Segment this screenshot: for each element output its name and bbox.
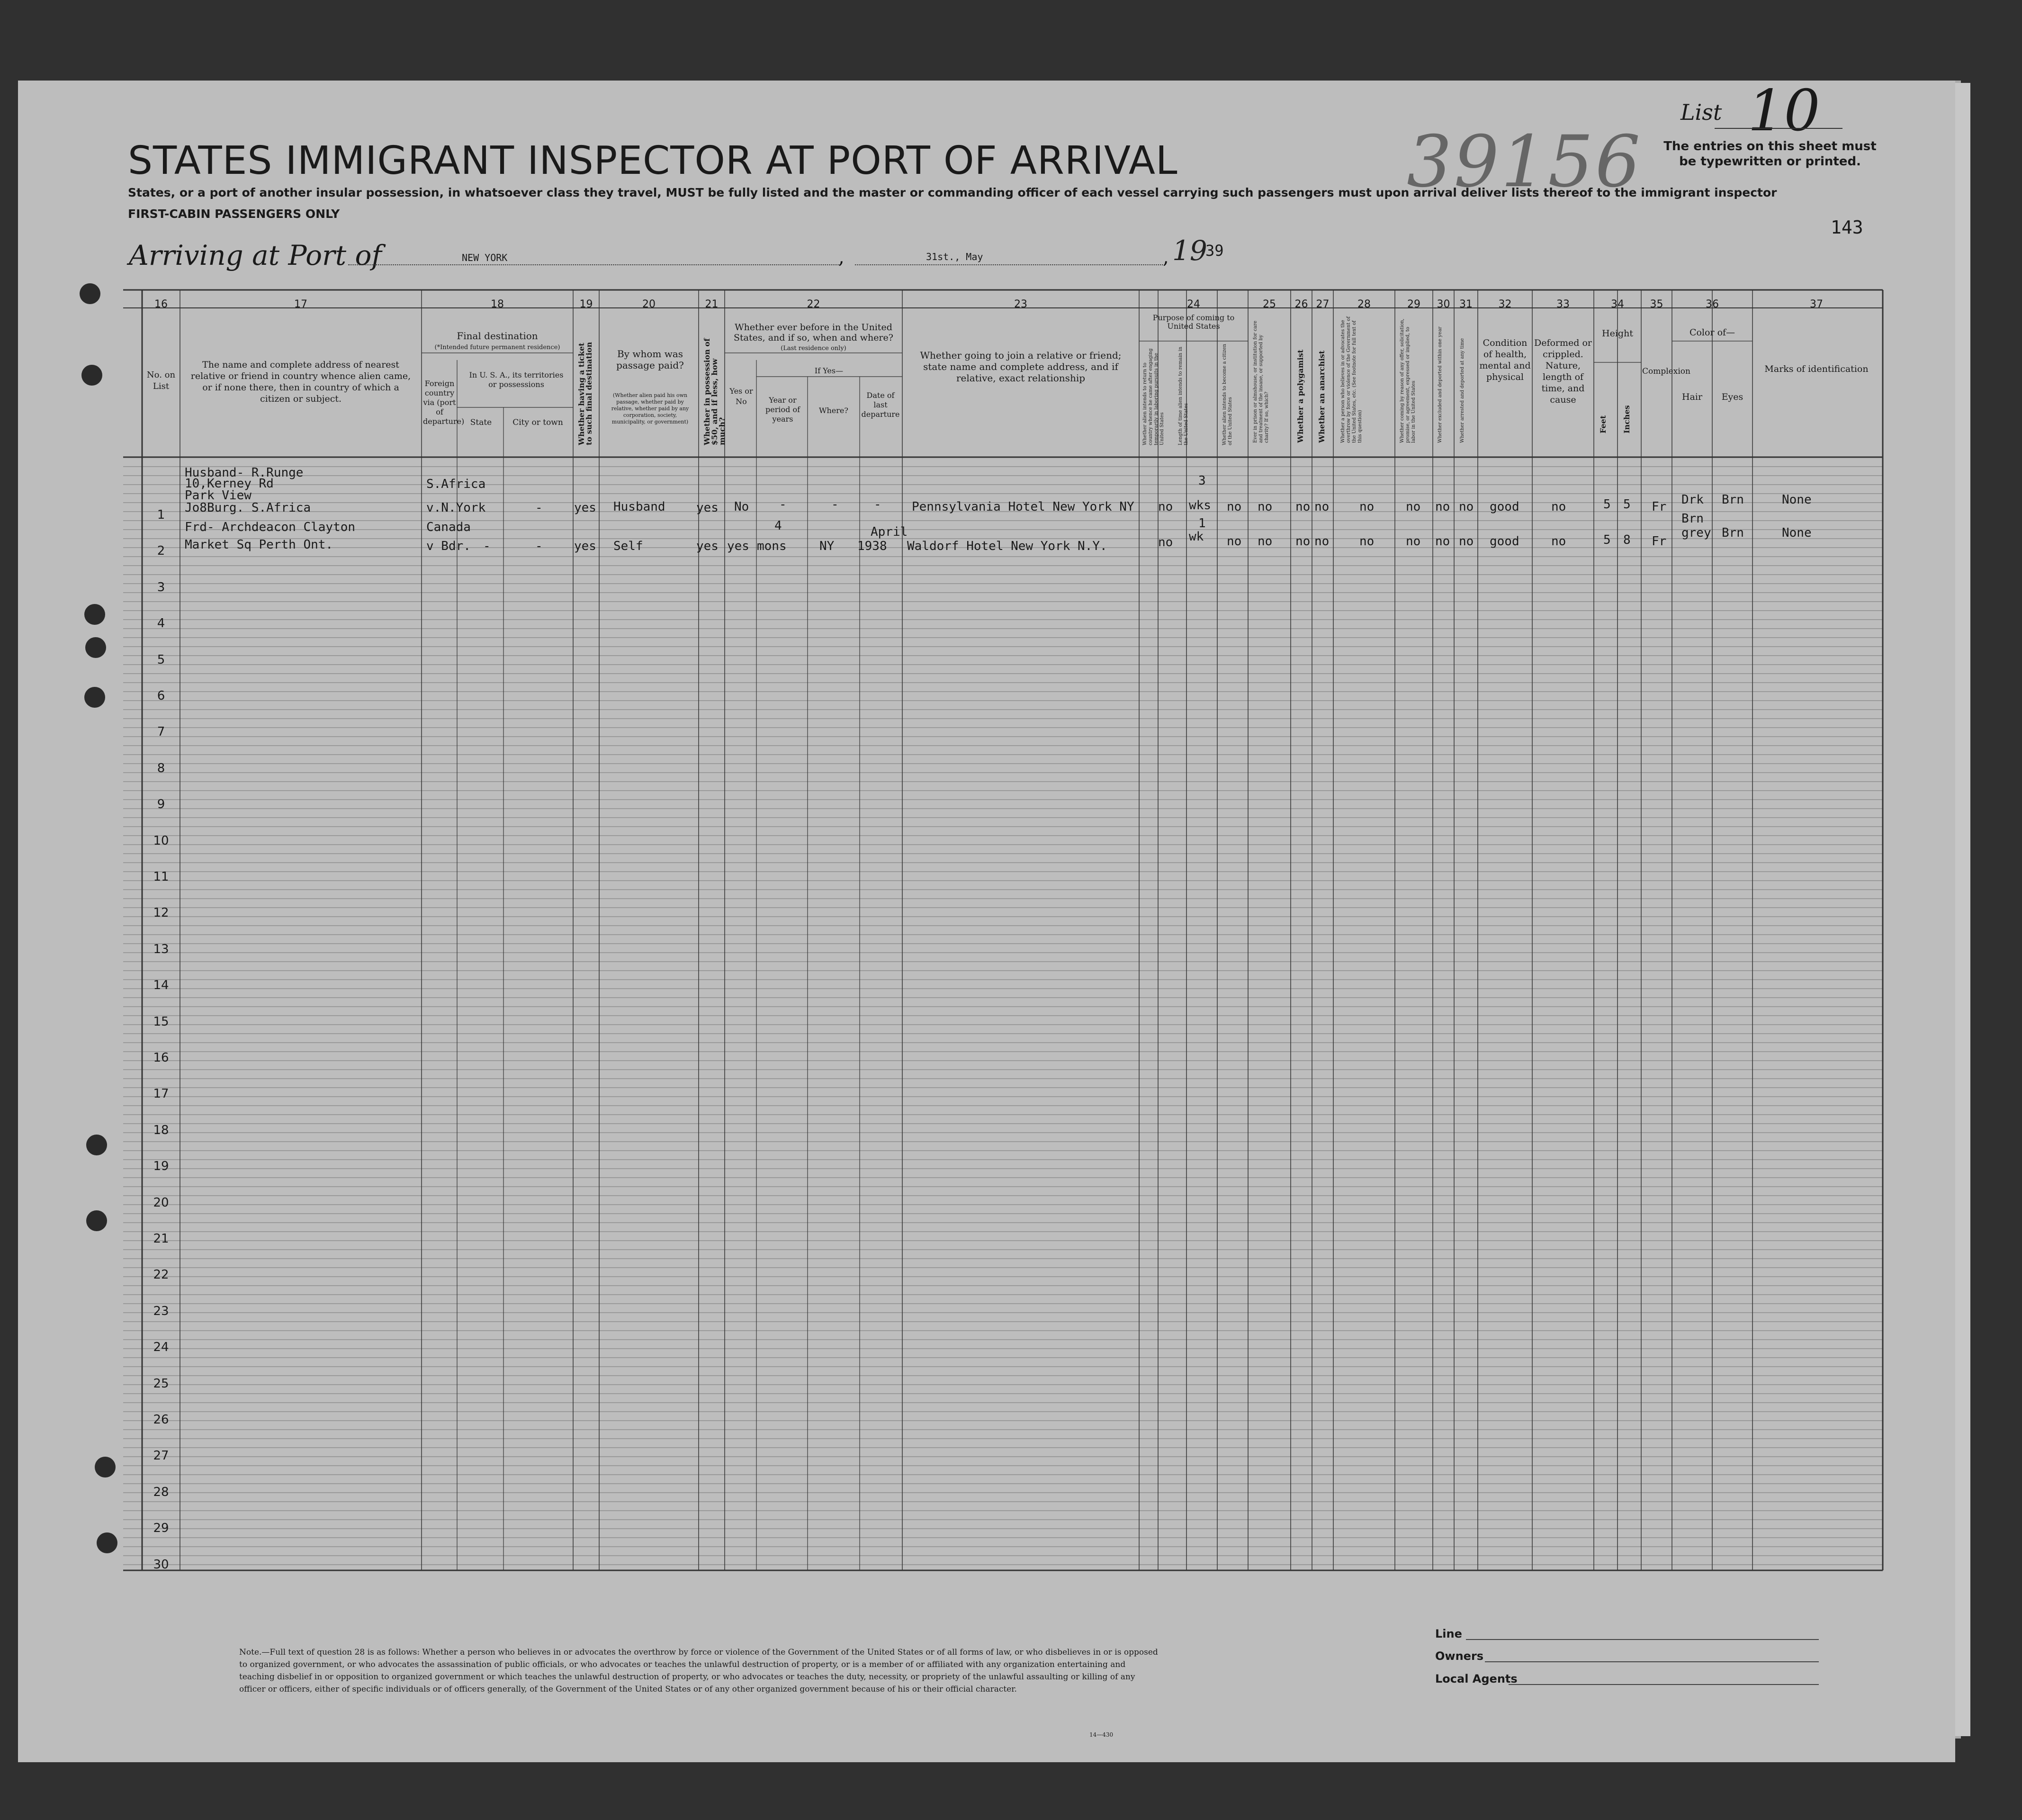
row-number: 3: [157, 580, 165, 595]
form-id: 14—430: [1089, 1731, 1114, 1738]
row-number: 21: [153, 1232, 169, 1246]
row2-last-departure: 1938: [857, 539, 887, 553]
row-number: 19: [153, 1159, 169, 1174]
row-number: 16: [153, 1051, 169, 1065]
header-eyes: Eyes: [1721, 392, 1743, 402]
header-q30: Whether excluded and deported within one year: [1438, 326, 1443, 443]
passenger-class: FIRST-CABIN PASSENGERS ONLY: [128, 207, 340, 221]
header-q31: Whether arrested and deported at any time: [1460, 338, 1465, 443]
header-where: Where?: [819, 406, 848, 415]
col-number: 19: [579, 298, 593, 310]
row1-where: -: [831, 497, 839, 512]
header-last-residence: (Last residence only): [781, 345, 846, 352]
row1-complexion: Fr: [1652, 500, 1667, 514]
col-number: 31: [1459, 298, 1473, 310]
row-number: 13: [153, 942, 169, 956]
row2-q29: no: [1406, 534, 1421, 549]
row2-years-top: 4: [774, 519, 782, 533]
row2-hair: grey: [1681, 526, 1711, 540]
col-number: 24: [1187, 298, 1200, 310]
line-field: [1466, 1639, 1819, 1640]
row-number: 7: [157, 725, 165, 739]
col-number: 36: [1706, 298, 1719, 310]
header-yes-or-no: Yes or No: [729, 387, 753, 406]
row2-length-top: 1: [1198, 516, 1206, 531]
header-if-yes: If Yes—: [814, 366, 844, 375]
row1-join: Pennsylvania Hotel New York NY: [912, 500, 1134, 514]
col-number: 27: [1316, 298, 1330, 310]
row2-deformed: no: [1551, 534, 1566, 549]
row1-q29: no: [1406, 500, 1421, 514]
row1-marks: None: [1782, 493, 1812, 507]
row1-ever-before: No: [734, 500, 749, 514]
row1-relative-line4: Jo8Burg. S.Africa: [185, 501, 311, 515]
row1-citizen: no: [1227, 500, 1242, 514]
col-number: 17: [294, 298, 307, 310]
row-number: 26: [153, 1413, 169, 1427]
row1-q31: no: [1459, 500, 1474, 514]
row1-possession: yes: [696, 501, 719, 515]
list-number: 10: [1748, 78, 1820, 144]
row1-anarchist: no: [1314, 500, 1330, 514]
form-title: STATES IMMIGRANT INSPECTOR AT PORT OF ARRIVAL: [128, 138, 1178, 183]
row2-inches: 8: [1623, 533, 1631, 547]
header-purpose-length: Length of time alien intends to remain in the United States: [1178, 346, 1189, 445]
header-join-relative: Whether going to join a relative or friend; state name and complete address, and if relative, exact relationship: [920, 350, 1122, 384]
header-marks: Marks of identification: [1764, 364, 1869, 374]
header-nearest-relative: The name and complete address of nearest relative or friend in country whence alien came, or if none there, then in country of which a citizen or subject.: [190, 360, 411, 404]
row2-marks: None: [1782, 526, 1812, 540]
row-number: 8: [157, 761, 165, 775]
comma: ,: [838, 246, 845, 268]
instructions-note: The entries on this sheet must be typewritten or printed.: [1663, 139, 1877, 169]
header-by-whom-paid: By whom was passage paid?: [616, 348, 684, 371]
row2-q30: no: [1435, 534, 1450, 549]
col-number: 20: [642, 298, 656, 310]
row2-feet: 5: [1603, 533, 1611, 547]
header-final-destination: Final destination: [457, 330, 538, 342]
row2-where: NY: [819, 539, 835, 553]
header-inches: Inches: [1622, 405, 1631, 433]
row-number: 17: [153, 1087, 169, 1101]
page-number: 143: [1831, 217, 1863, 238]
row1-relative-line3: Park View: [185, 488, 252, 503]
row1-relative-line2: 10,Kerney Rd: [185, 477, 274, 491]
header-purpose-return: Whether alien intends to return to country whence he came after engaging temporarily in laboring pursuits in the United States: [1142, 348, 1165, 445]
header-color-of: Color of—: [1689, 327, 1735, 338]
row2-length: wk: [1189, 530, 1204, 544]
row1-length: wks: [1189, 498, 1211, 513]
year-suffix: 39: [1205, 242, 1224, 260]
row2-polygamist: no: [1295, 534, 1311, 549]
row2-health: good: [1490, 534, 1519, 549]
owners-field: [1485, 1661, 1819, 1662]
header-final-destination-note: (*Intended future permanent residence): [434, 344, 560, 351]
row2-possession: yes: [696, 539, 719, 553]
header-purpose-citizen: Whether alien intends to become a citizen of the United States: [1222, 343, 1233, 445]
agents-field: [1509, 1684, 1819, 1685]
header-year-period: Year or period of years: [765, 396, 800, 423]
row2-q31: no: [1459, 534, 1474, 549]
row2-prison: no: [1258, 534, 1273, 549]
row1-polygamist: no: [1295, 500, 1311, 514]
col-number: 21: [705, 298, 719, 310]
row-number: 28: [153, 1485, 169, 1499]
row2-anarchist: no: [1314, 534, 1330, 549]
row-number: 22: [153, 1268, 169, 1282]
header-city: City or town: [512, 418, 563, 427]
col-number: 37: [1810, 298, 1823, 310]
col-number: 18: [491, 298, 504, 310]
row1-last-departure: -: [874, 497, 881, 512]
row2-relative-line2: Market Sq Perth Ont.: [185, 538, 333, 552]
row1-ticket: yes: [574, 501, 596, 515]
row2-complexion: Fr: [1652, 534, 1667, 549]
header-health: Condition of health, mental and physical: [1479, 338, 1531, 382]
row2-ever-before: yes: [727, 539, 749, 553]
header-date-departure: Date of last departure: [861, 391, 900, 419]
row-number: 20: [153, 1195, 169, 1210]
row1-q30: no: [1435, 500, 1450, 514]
arriving-label: Arriving at Port of: [129, 239, 382, 271]
row-number: 11: [153, 870, 169, 884]
row2-paid-by: Self: [613, 539, 643, 553]
handwritten-number: 39156: [1407, 121, 1643, 203]
row1-foreign-line1: S.Africa: [426, 477, 486, 491]
line-label: Line: [1435, 1627, 1462, 1640]
col-number: 16: [154, 298, 168, 310]
row2-city: -: [535, 539, 543, 553]
row-number: 29: [153, 1521, 169, 1536]
col-number: 28: [1357, 298, 1371, 310]
row2-years: mons: [757, 539, 787, 553]
row2-state: -: [483, 539, 491, 553]
owners-label: Owners: [1435, 1649, 1484, 1663]
row2-ticket: yes: [574, 539, 596, 553]
form-subtitle: States, or a port of another insular possession, in whatsoever class they travel, MUST be fully listed and the master or commanding officer of each vessel carrying such passengers must upon arrival deliver lists thereof to the immigrant inspector: [128, 186, 1777, 199]
header-q28: Whether a person who believes in or advocates the overthrow by force or violence of the Government of the United States, etc. (See footnote for full text of this question): [1340, 316, 1363, 443]
row-number: 25: [153, 1376, 169, 1391]
row-number: 15: [153, 1014, 169, 1029]
footnote-question-28: Note.—Full text of question 28 is as follows: Whether a person who believes in or advocates the overthrow by force or violence of the Government of the United States or of all forms of law, or who disbelieves in or is opposed to organized government, or who advocates the assassination of public officials, or who advocates or teaches the unlawful destruction of property, or is a member of or affiliated with any organization entertaining and teaching disbelief in or opposition to organized government or which teaches the unlawful destruction of property, or who advocates or teaches the duty, necessity, or propriety of the unlawful assaulting or killing of any officer or officers, either of specific individuals or of officers generally, of the Government of the United States or of any other organized government because of his or their official character.: [239, 1648, 1158, 1694]
row1-paid-by: Husband: [613, 500, 665, 514]
row-number: 1: [157, 508, 165, 522]
row-number: 4: [157, 616, 165, 631]
row2-q28: no: [1359, 534, 1375, 549]
port-value: NEW YORK: [462, 252, 508, 263]
row2-hair-top: Brn: [1681, 512, 1704, 526]
row2-foreign-line1: Canada: [426, 520, 471, 534]
row1-return: no: [1158, 500, 1173, 514]
row1-years: -: [779, 497, 787, 512]
row2-eyes: Brn: [1722, 526, 1744, 540]
col-number: 33: [1556, 298, 1570, 310]
row1-eyes: Brn: [1722, 493, 1744, 507]
row1-city: -: [535, 501, 543, 515]
header-possession: Whether in possession of $50, and if less, how much?: [702, 338, 727, 445]
col-number: 25: [1263, 298, 1276, 310]
row-number: 23: [153, 1304, 169, 1318]
row1-relative-line1: Husband- R.Runge: [185, 466, 304, 480]
row1-foreign-line2: v.N.York: [426, 501, 486, 515]
header-q29: Whether coming by reason of any offer, solicitation, promise, or agreement, expressed or implied, to labor in the United States: [1400, 318, 1416, 443]
row2-citizen: no: [1227, 534, 1242, 549]
col-number: 29: [1407, 298, 1420, 310]
row-number: 10: [153, 833, 169, 848]
row1-q28: no: [1359, 500, 1375, 514]
header-complexion: Complexion: [1642, 367, 1690, 376]
row-number: 14: [153, 978, 169, 993]
row-number: 24: [153, 1340, 169, 1355]
date-value: 31st., May: [926, 251, 983, 262]
header-feet: Feet: [1599, 415, 1608, 433]
col-number: 23: [1014, 298, 1027, 310]
row1-feet: 5: [1603, 497, 1611, 512]
header-state: State: [470, 418, 492, 427]
header-foreign-country: Foreign country via (port of departure): [423, 379, 465, 426]
row-number: 5: [157, 652, 165, 667]
comma: ,: [1163, 246, 1169, 268]
row1-prison: no: [1258, 500, 1273, 514]
header-ticket: Whether having a ticket to such final destination: [577, 342, 593, 445]
row2-relative-line1: Frd- Archdeacon Clayton: [185, 520, 356, 534]
row-number: 12: [153, 906, 169, 920]
row1-health: good: [1490, 500, 1519, 514]
header-in-usa: In U. S. A., its territories or possessions: [469, 370, 564, 389]
row-number: 6: [157, 689, 165, 703]
header-purpose: Purpose of coming to United States: [1152, 313, 1235, 331]
col-number: 34: [1611, 298, 1624, 310]
row1-length-top: 3: [1198, 474, 1206, 488]
col-number: 22: [807, 298, 820, 310]
header-ever-before: Whether ever before in the United States, and if so, when and where?: [734, 322, 893, 343]
row1-inches: 5: [1623, 497, 1631, 512]
header-by-whom-note: (Whether alien paid his own passage, whether paid by relative, whether paid by any corporation, society, municipality, or government): [611, 392, 689, 425]
row2-join: Waldorf Hotel New York N.Y.: [907, 539, 1107, 553]
row-number: 30: [153, 1557, 169, 1572]
header-hair: Hair: [1681, 392, 1703, 402]
col-number: 30: [1437, 298, 1450, 310]
row2-departure-top: April: [871, 525, 908, 539]
header-anarchist: Whether an anarchist: [1317, 350, 1326, 443]
year-prefix: 19: [1172, 234, 1207, 267]
row2-return: no: [1158, 535, 1173, 550]
header-height: Height: [1602, 328, 1633, 339]
col-number: 35: [1650, 298, 1663, 310]
row-number: 18: [153, 1123, 169, 1137]
row-number: 9: [157, 797, 165, 812]
row-number: 27: [153, 1449, 169, 1463]
header-no-on-list: No. on List: [146, 370, 176, 391]
col-number: 32: [1498, 298, 1512, 310]
col-number: 26: [1294, 298, 1308, 310]
header-deformed: Deformed or crippled. Nature, length of time, and cause: [1534, 338, 1592, 405]
list-label: List: [1681, 99, 1722, 125]
row2-foreign-line2: v Bdr.: [426, 539, 471, 553]
row1-deformed: no: [1551, 500, 1566, 514]
agents-label: Local Agents: [1435, 1672, 1518, 1685]
header-prison: Ever in prison or almshouse, or institution for care and treatment of the insane, or supported by charity? If so, which?: [1253, 320, 1269, 443]
row-number: 2: [157, 544, 165, 559]
header-polygamist: Whether a polygamist: [1296, 349, 1305, 443]
row1-hair: Drk: [1681, 493, 1704, 507]
